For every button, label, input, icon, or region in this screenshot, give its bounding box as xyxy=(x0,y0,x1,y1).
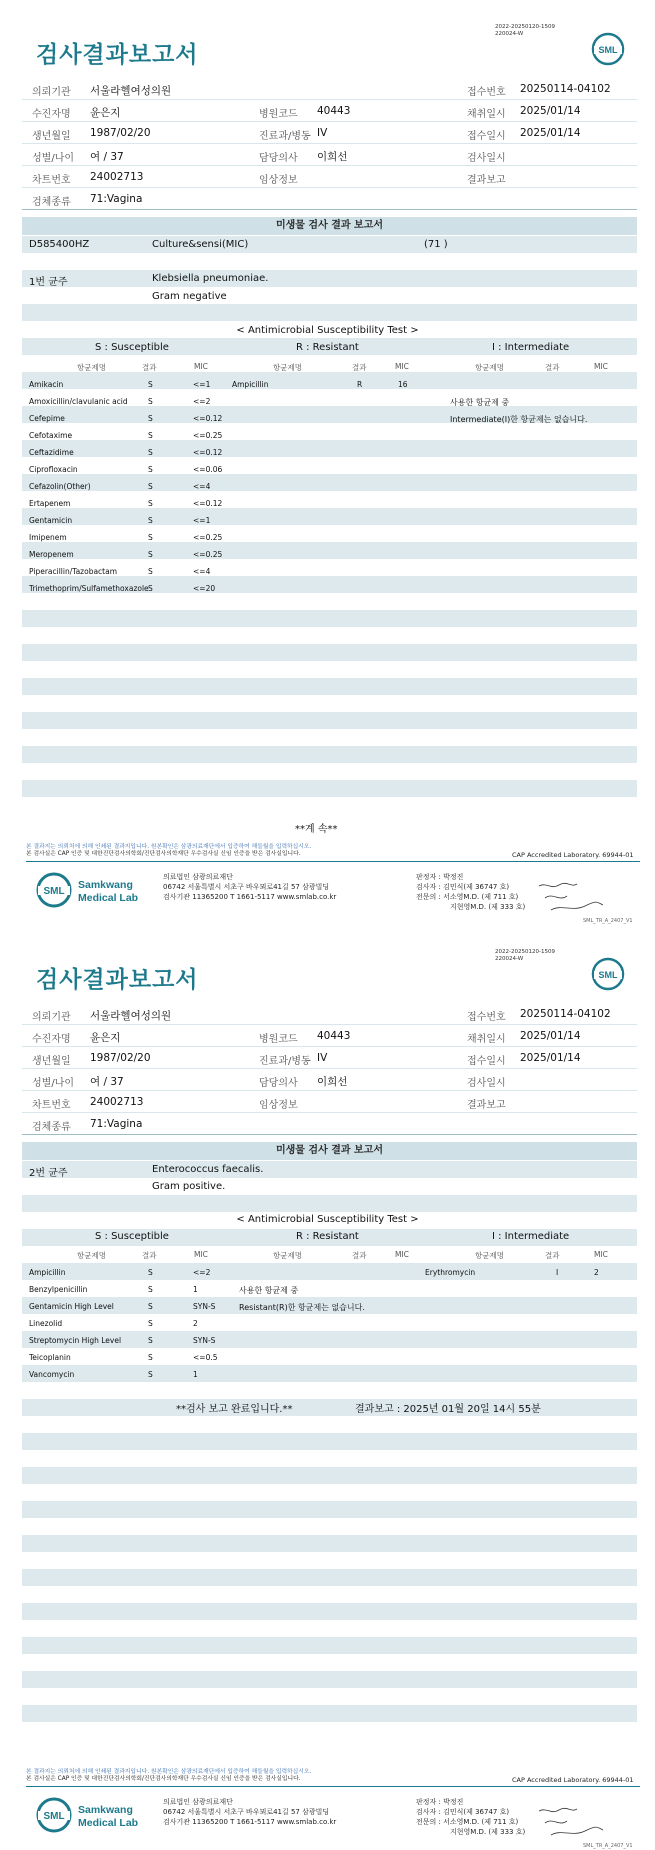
zebra-band xyxy=(22,1603,637,1620)
signatures: 판정자 : 박정진 검사자 : 김민식(제 36747 호) 전문의 : 서소영M.D. (제 711 호) 지현영M.D. (제 333 호) xyxy=(416,873,526,911)
drug-name: Imipenem xyxy=(29,533,67,542)
header-row: 생년월일 1987/02/20 진료과/병동 IV 접수일시 2025/01/14 xyxy=(22,1047,637,1069)
intermediate-drug-result: I xyxy=(556,1268,559,1277)
svg-text:Samkwang: Samkwang xyxy=(78,1804,133,1816)
corporation-info: 의료법인 삼광의료재단 06742 서울특별시 서초구 바우뫼로41길 57 삼광빌딩 검사기관 11365200 T 1661-5117 www.smlab.co.kr xyxy=(163,873,337,901)
continued-text: **계 속** xyxy=(295,824,338,835)
zebra-band xyxy=(22,525,637,542)
document-number: 2022-20250120-1509 220024-W xyxy=(495,949,555,962)
svg-text:Medical Lab: Medical Lab xyxy=(78,1817,139,1829)
zebra-band xyxy=(22,1161,637,1178)
zebra-band xyxy=(22,1195,637,1212)
zebra-band xyxy=(22,542,637,559)
header-row: 성별/나이 여 / 37 담당의사 이희선 검사일시 xyxy=(22,144,637,166)
chart-number: 24002713 xyxy=(90,171,144,183)
zebra-band xyxy=(22,593,637,610)
note-line-2: Resistant(R)한 항균제는 없습니다. xyxy=(239,1303,365,1312)
zebra-band xyxy=(22,644,637,661)
drug-mic: <=1 xyxy=(193,380,211,389)
zebra-band xyxy=(22,746,637,763)
cap-accreditation: CAP Accredited Laboratory. 6994​4-01 xyxy=(512,1776,634,1784)
drug-name: Gentamicin High Level xyxy=(29,1302,114,1311)
resistant-drug-result: R xyxy=(357,380,363,389)
zebra-band xyxy=(22,1484,637,1501)
section-title: 미생물 검사 결과 보고서 xyxy=(22,1142,637,1160)
drug-mic: <=0.12 xyxy=(193,448,223,457)
sml-circle-logo xyxy=(590,31,626,67)
drug-mic: <=4 xyxy=(193,482,211,491)
zebra-band xyxy=(22,270,637,287)
zebra-band xyxy=(22,1654,637,1671)
birth-date: 1987/02/20 xyxy=(90,1052,151,1064)
note-line-2: Intermediate(I)한 항균제는 없습니다. xyxy=(450,415,588,424)
legend-intermediate: I : Intermediate xyxy=(492,1231,570,1242)
zebra-band xyxy=(22,797,637,814)
zebra-band xyxy=(22,661,637,678)
zebra-band xyxy=(22,1671,637,1688)
drug-name: Ceftazidime xyxy=(29,448,74,457)
drug-name: Linezolid xyxy=(29,1319,63,1328)
legend-resistant: R : Resistant xyxy=(296,1231,359,1242)
drug-res: S xyxy=(148,448,153,457)
footer-notice: 본 결과지는 의뢰처에 의해 인쇄된 결과지입니다. 원본확인은 삼광의료재단에서 입증하여 해들월을 입력하십시오. 본 검사실은 CAP 인증 및 대한진단검사의학회/진단검사의학재단 우수검사실 신임 인증을 받은 검사실입니다. xyxy=(26,844,312,857)
cap-accreditation: CAP Accredited Laboratory. 6994​4-01 xyxy=(512,851,634,859)
sex-age: 여 / 37 xyxy=(90,1076,124,1088)
report-page-2: 검사결과보고서 2022-20250120-1509 220024-W SML 의뢰기관 서울라헬여성의원 접수번호 20250114-04102 수진자명 윤은지 병원코드 40443 채취일시 2025/01/14 생년월일 1987/02/20 진료과/병동 IV 접수일시 2025/01/14 성별/나이 여 / 37 담당의사 이희선 검사일시 차트번호 24002713 임상정보 결과보고 검체종류 71:Vagina 미생물 검사 결과 보고서 2번 균주 Enterococcus faecalis. Gram positive. < Antimicrobial Susceptibility Test > S : Susceptible R : Resistant I : Intermediate 항균제명 결과 MIC 항균제명 결과 MIC 항균제명 결과 MIC Ampicillin S <=2 Benzylpenicillin S 1 Gentamicin High Level S SYN-S Linezolid S 2 Streptomycin High Level S SYN-S Teicoplanin S <=0.5 Vancomycin S 1 Erythromycin I 2 사용한 항균제 중 Resistant(R)한 항균제는 없습니다. **검사 보고 완료입니다.** 결과보고 : 2025년 01월 20일 14시 55분 본 결과지는 의뢰처에 의해 인쇄된 결과지입니다. 원본확인은 삼광의료재단에서 입증하여 해들월을 입력하십시오. 본 검사실은 CAP 인증 및 대한진단검사의학회/진단검사의학재단 우수검사실 신임 인증을 받은 검사실입니다. CAP Accredited Laboratory. 6994​4-01 SML Samkwang Medical Lab 의료법인 삼광의료재단 06742 서울특별시 서초구 바우뫼로41길 57 삼광빌딩 검사기관 11365200 T 1661-5117 www.smlab.co.kr 판정자 : 박정진 검사자 : 김민식(제 36747 호) 전문의 : 서소영M.D. (제 711 호) 지현영M.D. (제 333 호) SML_TR_A_2407_V1 xyxy=(0,925,655,1850)
drug-name: Cefazolin(Other) xyxy=(29,482,91,491)
drug-mic: <=2 xyxy=(193,1268,211,1277)
resistant-drug-name: Ampicillin xyxy=(232,380,269,389)
resistant-drug-mic: 16 xyxy=(398,380,408,389)
footer-notice: 본 결과지는 의뢰처에 의해 인쇄된 결과지입니다. 원본확인은 삼광의료재단에서 입증하여 해들월을 입력하십시오. 본 검사실은 CAP 인증 및 대한진단검사의학회/진단검사의학재단 우수검사실 신임 인증을 받은 검사실입니다. xyxy=(26,1769,312,1782)
receipt-number: 20250114-04102 xyxy=(520,1008,611,1020)
organism-name: Klebsiella pneumoniae. xyxy=(152,273,269,284)
zebra-band xyxy=(22,1501,637,1518)
zebra-band xyxy=(22,1637,637,1654)
sex-age: 여 / 37 xyxy=(90,151,124,163)
zebra-band xyxy=(22,1365,637,1382)
specimen-type: 71:Vagina xyxy=(90,193,143,205)
zebra-band xyxy=(22,763,637,780)
drug-name: Amikacin xyxy=(29,380,64,389)
drug-res: S xyxy=(148,414,153,423)
zebra-band xyxy=(22,1552,637,1569)
drug-mic: <=1 xyxy=(193,516,211,525)
zebra-band xyxy=(22,780,637,797)
drug-name: Meropenem xyxy=(29,550,74,559)
drug-mic: <=0.12 xyxy=(193,499,223,508)
drug-mic: <=4 xyxy=(193,567,211,576)
drug-mic: <=20 xyxy=(193,584,216,593)
zebra-band xyxy=(22,678,637,695)
legend-intermediate: I : Intermediate xyxy=(492,342,570,353)
drug-res: S xyxy=(148,1370,153,1379)
test-number: (71 ) xyxy=(424,239,448,250)
svg-text:SML: SML xyxy=(598,970,618,980)
drug-res: S xyxy=(148,380,153,389)
drug-mic: <=0.06 xyxy=(193,465,223,474)
drug-mic: SYN-S xyxy=(193,1302,216,1311)
drug-name: Vancomycin xyxy=(29,1370,75,1379)
ast-title: < Antimicrobial Susceptibility Test > xyxy=(236,1214,419,1225)
header-row: 의뢰기관 서울라헬여성의원 접수번호 20250114-04102 xyxy=(22,1003,637,1025)
test-name: Culture&sensi(MIC) xyxy=(152,239,249,250)
header-row: 차트번호 24002713 임상정보 결과보고 xyxy=(22,1091,637,1113)
header-row: 검체종류 71:Vagina xyxy=(22,188,637,210)
header-row: 수진자명 윤은지 병원코드 40443 채취일시 2025/01/14 xyxy=(22,1025,637,1047)
zebra-band xyxy=(22,440,637,457)
zebra-band xyxy=(22,1569,637,1586)
sml-circle-logo xyxy=(590,956,626,992)
drug-res: S xyxy=(148,1336,153,1345)
header-row: 수진자명 윤은지 병원코드 40443 채취일시 2025/01/14 xyxy=(22,100,637,122)
drug-res: S xyxy=(148,482,153,491)
handwritten-signature xyxy=(537,1805,607,1839)
svg-text:Medical Lab: Medical Lab xyxy=(78,892,139,904)
zebra-band xyxy=(22,1518,637,1535)
svg-text:Samkwang: Samkwang xyxy=(78,879,133,891)
hospital-name: 서울라헬여성의원 xyxy=(90,85,172,97)
zebra-band xyxy=(22,1535,637,1552)
drug-name: Teicoplanin xyxy=(29,1353,71,1362)
zebra-band xyxy=(22,1467,637,1484)
svg-text:SML: SML xyxy=(598,45,618,55)
drug-res: S xyxy=(148,1268,153,1277)
drug-name: Gentamicin xyxy=(29,516,73,525)
zebra-band xyxy=(22,253,637,270)
doctor-name: 이희선 xyxy=(317,1076,348,1088)
drug-name: Cefotaxime xyxy=(29,431,73,440)
drug-name: Benzylpenicillin xyxy=(29,1285,88,1294)
zebra-band xyxy=(22,712,637,729)
receipt-date: 2025/01/14 xyxy=(520,127,581,139)
document-number: 2022-20250120-1509 220024-W xyxy=(495,24,555,37)
drug-mic: <=0.25 xyxy=(193,431,223,440)
zebra-band xyxy=(22,1450,637,1467)
intermediate-drug-name: Erythromycin xyxy=(425,1268,476,1277)
test-code: D585400HZ xyxy=(29,239,90,250)
drug-mic: <=0.5 xyxy=(193,1353,218,1362)
zebra-band xyxy=(22,1178,637,1195)
drug-name: Ciprofloxacin xyxy=(29,465,78,474)
birth-date: 1987/02/20 xyxy=(90,127,151,139)
drug-res: S xyxy=(148,1285,153,1294)
zebra-band xyxy=(22,474,637,491)
corporation-info: 의료법인 삼광의료재단 06742 서울특별시 서초구 바우뫼로41길 57 삼광빌딩 검사기관 11365200 T 1661-5117 www.smlab.co.kr xyxy=(163,1798,337,1826)
report-page-1: 검사결과보고서 2022-20250120-1509 220024-W SML 의뢰기관 서울라헬여성의원 접수번호 20250114-04102 수진자명 윤은지 병원코드 40443 채취일시 2025/01/14 생년월일 1987/02/20 진료과/병동 IV 접수일시 2025/01/14 성별/나이 여 / 37 담당의사 이희선 검사일시 차트번호 24002713 임상정보 결과보고 검체종류 71:Vagina 미생물 검사 결과 보고서 D585400HZ Culture&sensi(MIC) (71 ) 1번 균주 Klebsiella pneumoniae. Gram negative < Antimicrobial Susceptibility Test > S : Susceptible R : Resistant I : Intermediate 항균제명 결과 MIC 항균제명 결과 MIC 항균제명 결과 MIC Amikacin S <=1 Amoxicillin/clavulanic acid S <=2 Cefepime S <=0.12 Cefotaxime S <=0.25 Ceftazidime S <=0.12 Ciprofloxacin S <=0.06 Cefazolin(Other) S <=4 Ertapenem S <=0.12 Gentamicin S <=1 Imipenem S <=0.25 Meropenem S <=0.25 Piperacillin/Tazobactam S <=4 Trimethoprim/Sulfamethoxazole S <=20 Ampicillin R 16 사용한 항균제 중 Intermediate(I)한 항균제는 없습니다. **계 속** 본 결과지는 의뢰처에 의해 인쇄된 결과지입니다. 원본확인은 삼광의료재단에서 입증하여 해들월을 입력하십시오. 본 검사실은 CAP 인증 및 대한진단검사의학회/진단검사의학재단 우수검사실 신임 인증을 받은 검사실입니다. CAP Accredited Laboratory. 6994​4-01 SML Samkwang Medical Lab 의료법인 삼광의료재단 06742 서울특별시 서초구 바우뫼로41길 57 삼광빌딩 검사기관 11365200 T 1661-5117 www.smlab.co.kr 판정자 : 박정진 검사자 : 김민식(제 36747 호) 전문의 : 서소영M.D. (제 711 호) 지현영M.D. (제 333 호) SML_TR_A_2407_V1 xyxy=(0,0,655,925)
zebra-band xyxy=(22,695,637,712)
drug-mic: SYN-S xyxy=(193,1336,216,1345)
hospital-code: 40443 xyxy=(317,105,351,117)
form-version: SML_TR_A_2407_V1 xyxy=(583,918,633,924)
legend-susceptible: S : Susceptible xyxy=(95,1231,169,1242)
department: IV xyxy=(317,127,328,139)
department: IV xyxy=(317,1052,328,1064)
patient-header xyxy=(22,1003,637,1135)
drug-res: S xyxy=(148,1319,153,1328)
drug-res: S xyxy=(148,499,153,508)
drug-res: S xyxy=(148,550,153,559)
zebra-band xyxy=(22,491,637,508)
drug-res: S xyxy=(148,516,153,525)
zebra-band xyxy=(22,372,637,389)
zebra-band xyxy=(22,610,637,627)
specimen-type: 71:Vagina xyxy=(90,1118,143,1130)
isolate-label: 2번 균주 xyxy=(29,1168,68,1179)
drug-name: Ertapenem xyxy=(29,499,71,508)
samkwang-logo xyxy=(36,870,148,910)
chart-number: 24002713 xyxy=(90,1096,144,1108)
zebra-band xyxy=(22,1586,637,1603)
drug-name: Cefepime xyxy=(29,414,65,423)
drug-mic: 1 xyxy=(193,1370,198,1379)
receipt-date: 2025/01/14 xyxy=(520,1052,581,1064)
section-title: 미생물 검사 결과 보고서 xyxy=(22,217,637,235)
zebra-band xyxy=(22,729,637,746)
zebra-band xyxy=(22,457,637,474)
intermediate-drug-mic: 2 xyxy=(594,1268,599,1277)
handwritten-signature xyxy=(537,880,607,914)
drug-name: Amoxicillin/clavulanic acid xyxy=(29,397,128,406)
zebra-band xyxy=(22,236,637,253)
zebra-band xyxy=(22,1705,637,1722)
collect-date: 2025/01/14 xyxy=(520,105,581,117)
patient-header xyxy=(22,78,637,210)
zebra-band xyxy=(22,287,637,304)
zebra-band xyxy=(22,627,637,644)
hospital-name: 서울라헬여성의원 xyxy=(90,1010,172,1022)
svg-text:SML: SML xyxy=(43,1811,65,1822)
drug-name: Ampicillin xyxy=(29,1268,66,1277)
form-version: SML_TR_A_2407_V1 xyxy=(583,1843,633,1849)
zebra-band xyxy=(22,304,637,321)
header-row: 성별/나이 여 / 37 담당의사 이희선 검사일시 xyxy=(22,1069,637,1091)
legend-resistant: R : Resistant xyxy=(296,342,359,353)
zebra-band xyxy=(22,508,637,525)
zebra-band xyxy=(22,1348,637,1365)
isolate-label: 1번 균주 xyxy=(29,277,68,288)
drug-mic: <=0.25 xyxy=(193,533,223,542)
legend-susceptible: S : Susceptible xyxy=(95,342,169,353)
organism-name: Enterococcus faecalis. xyxy=(152,1164,264,1175)
drug-mic: <=0.12 xyxy=(193,414,223,423)
drug-res: S xyxy=(148,397,153,406)
drug-mic: 1 xyxy=(193,1285,198,1294)
zebra-band xyxy=(22,1280,637,1297)
report-title: 검사결과보고서 xyxy=(36,42,199,68)
header-row: 의뢰기관 서울라헬여성의원 접수번호 20250114-04102 xyxy=(22,78,637,100)
patient-name: 윤은지 xyxy=(90,107,121,119)
drug-res: S xyxy=(148,465,153,474)
drug-mic: <=2 xyxy=(193,397,211,406)
patient-name: 윤은지 xyxy=(90,1032,121,1044)
drug-mic: <=0.25 xyxy=(193,550,223,559)
drug-res: S xyxy=(148,567,153,576)
zebra-band xyxy=(22,1416,637,1433)
signatures: 판정자 : 박정진 검사자 : 김민식(제 36747 호) 전문의 : 서소영M.D. (제 711 호) 지현영M.D. (제 333 호) xyxy=(416,1798,526,1836)
zebra-band xyxy=(22,1263,637,1280)
drug-mic: 2 xyxy=(193,1319,198,1328)
header-row: 검체종류 71:Vagina xyxy=(22,1113,637,1135)
zebra-band xyxy=(22,1314,637,1331)
drug-res: S xyxy=(148,533,153,542)
collect-date: 2025/01/14 xyxy=(520,1030,581,1042)
note-line-1: 사용한 항균제 중 xyxy=(239,1286,299,1295)
drug-name: Trimethoprim/Sulfamethoxazole xyxy=(29,584,149,593)
zebra-band xyxy=(22,1688,637,1705)
zebra-band xyxy=(22,1433,637,1450)
zebra-band xyxy=(22,423,637,440)
zebra-band xyxy=(22,1399,637,1416)
doctor-name: 이희선 xyxy=(317,151,348,163)
drug-res: S xyxy=(148,1353,153,1362)
drug-name: Piperacillin/Tazobactam xyxy=(29,567,118,576)
header-row: 차트번호 24002713 임상정보 결과보고 xyxy=(22,166,637,188)
note-line-1: 사용한 항균제 중 xyxy=(450,398,510,407)
report-complete-text: **검사 보고 완료입니다.** xyxy=(176,1404,293,1415)
drug-res: S xyxy=(148,1302,153,1311)
drug-res: S xyxy=(148,584,153,593)
report-title: 검사결과보고서 xyxy=(36,967,199,993)
gram-stain: Gram negative xyxy=(152,291,227,302)
hospital-code: 40443 xyxy=(317,1030,351,1042)
zebra-band xyxy=(22,1382,637,1399)
drug-res: S xyxy=(148,431,153,440)
samkwang-logo xyxy=(36,1795,148,1835)
zebra-band xyxy=(22,1620,637,1637)
receipt-number: 20250114-04102 xyxy=(520,83,611,95)
header-row: 생년월일 1987/02/20 진료과/병동 IV 접수일시 2025/01/14 xyxy=(22,122,637,144)
gram-stain: Gram positive. xyxy=(152,1181,226,1192)
svg-text:SML: SML xyxy=(43,886,65,897)
ast-title: < Antimicrobial Susceptibility Test > xyxy=(236,325,419,336)
drug-name: Streptomycin High Level xyxy=(29,1336,122,1345)
report-time: 결과보고 : 2025년 01월 20일 14시 55분 xyxy=(355,1404,541,1415)
